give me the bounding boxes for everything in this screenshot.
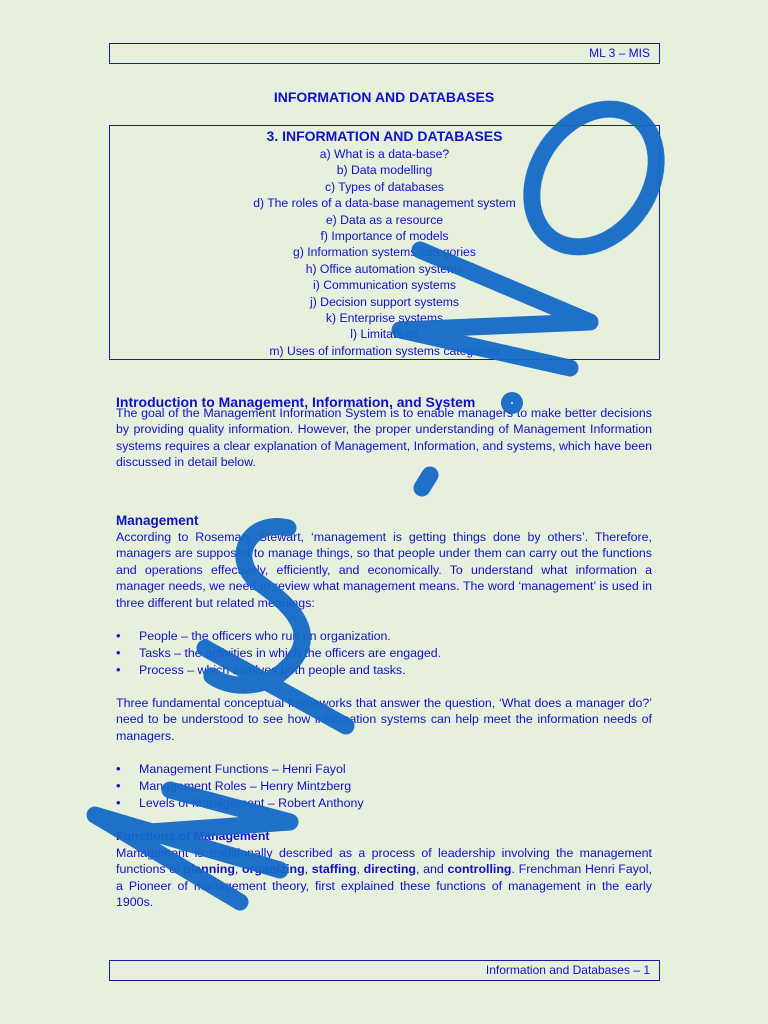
header-label: ML 3 – MIS: [589, 46, 650, 60]
toc-item: h) Office automation systems: [305, 261, 464, 276]
list-item: • Management Functions – Henri Fayol: [116, 761, 364, 778]
list-item: • Tasks – the activities in which the officers are engaged.: [116, 645, 441, 662]
page-footer: [109, 960, 660, 981]
toc-item: j) Decision support systems: [309, 294, 459, 309]
toc-item: e) Data as a resource: [325, 212, 444, 227]
toc-list: [110, 146, 659, 359]
intro-paragraph: The goal of the Management Information System is to enable managers to make better decisions by providing quality information. However, the proper understanding of Management Information systems requires a clear explanation of Management, Information, and systems, which have been discussed in detail below.: [116, 406, 652, 470]
separator: , and: [416, 862, 448, 877]
list-item: • Management Roles – Henry Mintzberg: [116, 778, 364, 795]
functions-text-end: . Frenchman Henri Fayol, a Pioneer of management theory, first explained these functions of management in the early 1900s.: [116, 862, 652, 910]
table-of-contents: [109, 125, 660, 360]
toc-item: g) Information systems categories: [293, 245, 476, 260]
term-organizing: organizing: [242, 862, 305, 877]
functions-heading: Functions of Management: [116, 829, 270, 843]
toc-item: m) Uses of information systems categories: [269, 343, 500, 358]
management-heading: Management: [116, 513, 199, 528]
intro-heading: Introduction to Management, Information, and System: [116, 394, 476, 410]
term-directing: directing: [363, 862, 416, 877]
separator: ,: [234, 862, 243, 877]
term-planning: planning: [183, 862, 235, 877]
toc-item: d) The roles of a data-base management system: [253, 196, 516, 211]
frameworks-list: [116, 761, 364, 811]
list-item: • People – the officers who run an organization.: [116, 628, 441, 645]
separator: ,: [304, 862, 312, 877]
management-paragraph: According to Rosemary Stewart, ‘management is getting things done by others’. Therefore, managers are supposed to manage things, so that people under them can carry out the functions and operations effectively, efficiently, and economically. To understand what information a manager needs, we need to review what management means. The word ‘management’ is used in three different but related meanings:: [116, 530, 652, 610]
toc-item: i) Communication systems: [313, 278, 456, 293]
list-item: • Levels of Management – Robert Anthony: [116, 795, 364, 812]
management-meanings-list: [116, 628, 441, 678]
toc-item: f) Importance of models: [320, 228, 449, 243]
toc-item: l) Limitations: [350, 327, 419, 342]
footer-label: Information and Databases – 1: [485, 963, 650, 977]
functions-paragraph: [116, 845, 652, 911]
separator: ,: [356, 862, 364, 877]
toc-heading: 3. INFORMATION AND DATABASES: [266, 128, 503, 144]
toc-item: a) What is a data-base?: [319, 147, 450, 161]
toc-item: k) Enterprise systems: [325, 310, 444, 325]
term-controlling: controlling: [447, 862, 512, 877]
page-header: [109, 43, 660, 64]
watermark-dot: [422, 475, 430, 488]
term-staffing: staffing: [311, 862, 357, 877]
functions-text-start: Management is traditionally described as a process of leadership involving the management functions of: [116, 846, 652, 877]
frameworks-paragraph: Three fundamental conceptual frameworks that answer the question, ‘What does a manager do?’ need to be understood to see how information systems can help meet the information needs of managers.: [116, 696, 652, 743]
document-title: INFORMATION AND DATABASES: [273, 89, 495, 105]
toc-item: c) Types of databases: [324, 179, 444, 194]
toc-item: b) Data modelling: [336, 163, 433, 178]
list-item: • Process – which involves both people and tasks.: [116, 662, 441, 679]
